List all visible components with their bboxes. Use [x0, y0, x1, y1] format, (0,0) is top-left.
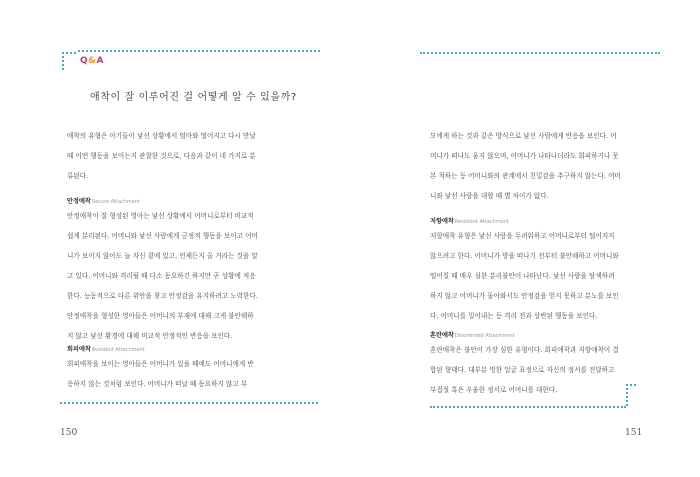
text-line: 혼란애착은 불안이 가장 심한 유형이다. 회피애착과 저항애착이 결: [430, 346, 619, 354]
heading-en: Secure Attachment: [91, 199, 141, 205]
text-line: 고 있다. 어머니와 격리될 때 다소 동요하긴 하지만 곧 상황에 적응: [67, 272, 256, 280]
text-line: 않으려고 한다. 어머니가 방을 떠나기 전부터 불안해하고 어머니와: [430, 252, 619, 260]
text-line: 부접절 혹은 우울한 정서로 어머니를 대한다.: [430, 386, 558, 394]
text-line: 합된 형태다. 대부분 멍한 얼굴 표정으로 자신의 정서를 전달하고: [430, 366, 615, 374]
resistant-heading: [430, 216, 509, 225]
intro-paragraph: [67, 126, 307, 186]
right-page: [350, 0, 700, 477]
continued-paragraph: [430, 126, 670, 206]
text-line: 쉽게 분리된다. 어머니와 낯선 사람에게 긍정적 행동을 보이고 어머: [67, 232, 258, 240]
text-line: 때 어떤 행동을 보이는지 관찰한 것으로, 다음과 같이 네 가지로 분: [67, 152, 256, 160]
bottom-dotted-rule: [430, 406, 626, 408]
top-dotted-rule: [420, 52, 660, 54]
resistant-paragraph: [430, 226, 670, 326]
text-line: 응하지 않는 것처럼 보인다. 어머니가 떠날 때 동요하지 않고 부: [67, 380, 248, 388]
text-line: 모에게 하는 것과 같은 방식으로 낯선 사람에게 반응을 보인다. 어: [430, 132, 617, 140]
text-line: 안정애착이 잘 형성된 영아는 낯선 상황에서 어머니로부터 비교적: [67, 212, 254, 220]
text-line: 애착의 유형은 아기들이 낯선 상황에서 엄마와 떨어지고 다시 만날: [67, 132, 256, 140]
text-line: 머니가 떠나도 울지 않으며, 어머니가 나타나더라도 회피하거나 못: [430, 152, 619, 160]
secure-paragraph: [67, 206, 307, 346]
heading-ko: 혼란애착: [430, 332, 454, 339]
text-line: 니가 보이지 않아도 늘 자신 곁에 있고, 언제든지 올 거라는 것을 알: [67, 252, 258, 260]
text-line: 한다. 능동적으로 다른 위안을 찾고 안정감을 유지하려고 노력한다.: [67, 292, 258, 300]
text-line: 하지 않고 어머니가 돌아와서도 안정감을 얻지 못하고 분노를 보인: [430, 292, 619, 300]
heading-ko: 안정애착: [67, 198, 91, 205]
secure-heading: [67, 196, 140, 205]
heading-en: Resistant Attachment: [454, 219, 509, 225]
corner-dotted-frame-top: [626, 384, 636, 386]
badge-dotted-frame-top: [62, 52, 76, 54]
text-line: 지 않고 낯선 환경에 대해 비교적 안정적인 반응을 보인다.: [67, 332, 233, 340]
text-line: 류된다.: [67, 172, 89, 180]
heading-ko: 회피애착: [67, 346, 91, 353]
disorganized-paragraph: [430, 340, 670, 400]
page-number: 151: [625, 428, 643, 438]
heading-ko: 저항애착: [430, 218, 454, 225]
qa-badge: Q&A: [80, 56, 104, 66]
badge-dotted-frame: [62, 52, 64, 70]
bottom-dotted-rule: [60, 402, 318, 404]
text-line: 다. 어머니를 밀어내는 등 격리 전과 상반된 행동을 보인다.: [430, 312, 598, 320]
avoidant-heading: [67, 344, 145, 353]
top-dotted-rule: [78, 50, 320, 52]
text-line: 떨어질 때 매우 심한 분리불안이 나타난다. 낯선 사람을 탐색하려: [430, 272, 615, 280]
text-line: 본 척하는 등 어머니와의 관계에서 친밀감을 추구하지 않는다. 어머: [430, 172, 621, 180]
text-line: 안정애착을 형성한 영아들은 어머니의 부재에 대해 크게 불안해하: [67, 312, 254, 320]
avoidant-paragraph: [67, 354, 307, 394]
text-line: 회피애착을 보이는 영아들은 어머니가 있을 때에도 어머니에게 반: [67, 360, 254, 368]
text-line: 저항애착 유형은 낯선 사람을 두려워하고 어머니로부터 떨어지지: [430, 232, 615, 240]
heading-en: Avoidant Attachment: [91, 347, 145, 353]
text-line: 니와 낯선 사람을 대할 때 별 차이가 없다.: [430, 192, 549, 200]
page-number: 150: [60, 428, 78, 438]
heading-en: Disoriented Attachment: [454, 333, 515, 339]
question-heading: 애착이 잘 이루어진 걸 어떻게 알 수 있을까?: [90, 92, 297, 103]
corner-dotted-frame: [626, 384, 628, 406]
disorganized-heading: [430, 330, 515, 339]
